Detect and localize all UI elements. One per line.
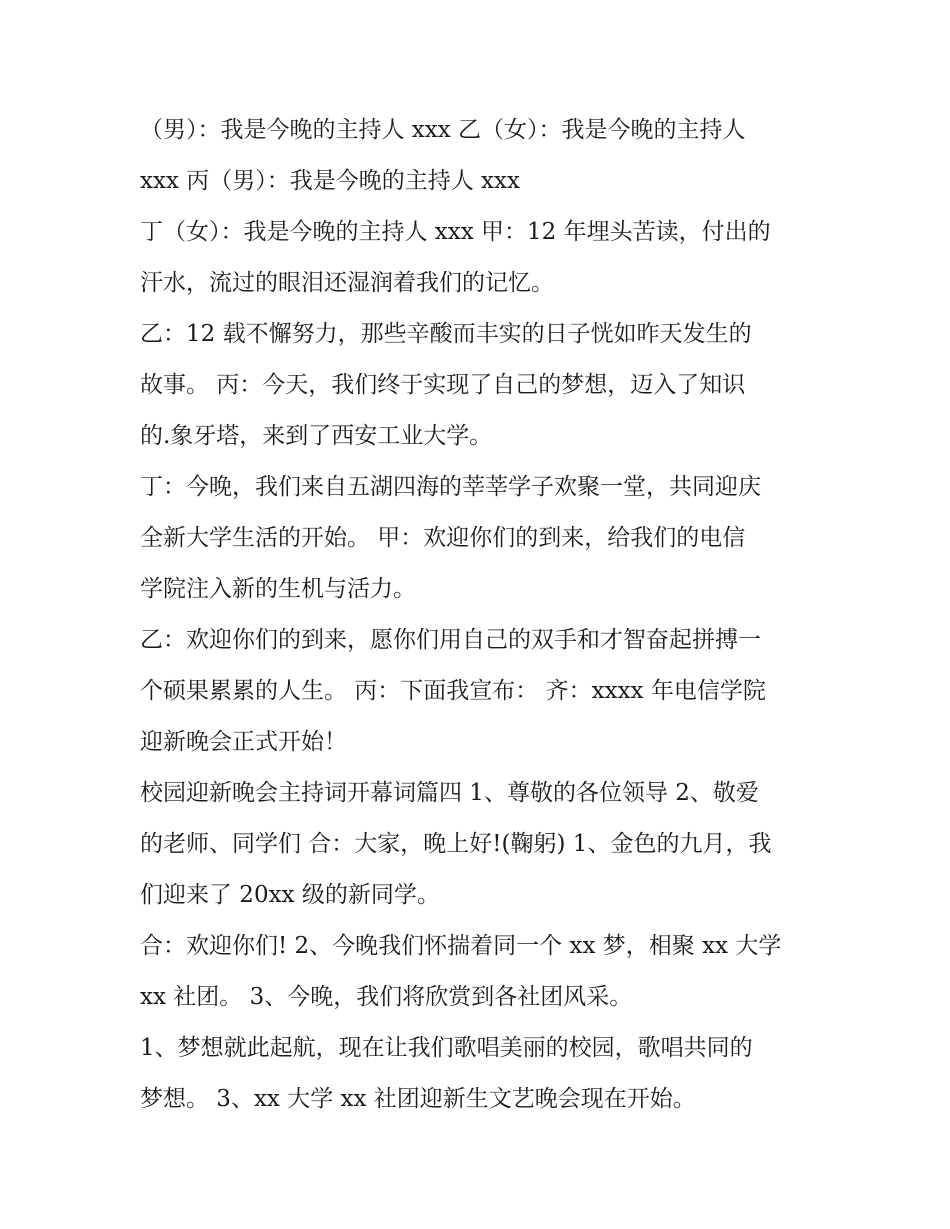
text-line: 的.象牙塔，来到了西安工业大学。	[140, 423, 493, 449]
text-line: 个硕果累累的人生。 丙：下面我宣布： 齐：xxxx 年电信学院	[140, 678, 766, 704]
text-line: 学院注入新的生机与活力。	[140, 576, 416, 602]
text-line: 迎新晚会正式开始！	[140, 729, 347, 755]
text-line: 丁（女）：我是今晚的主持人 xxx 甲：12 年埋头苦读，付出的	[140, 219, 771, 245]
text-line: 1、梦想就此起航，现在让我们歌唱美丽的校园，歌唱共同的	[140, 1035, 753, 1061]
text-line: 乙：欢迎你们的到来，愿你们用自己的双手和才智奋起拼搏一	[140, 627, 761, 653]
text-line: 的老师、同学们 合：大家，晚上好!(鞠躬) 1、金色的九月，我	[140, 831, 772, 857]
text-line: 汗水，流过的眼泪还湿润着我们的记忆。	[140, 270, 554, 296]
text-line: 丁：今晚，我们来自五湖四海的莘莘学子欢聚一堂，共同迎庆	[140, 474, 761, 500]
document-body	[140, 105, 820, 1125]
text-line: 们迎来了 20xx 级的新同学。	[140, 882, 440, 908]
text-line: 校园迎新晚会主持词开幕词篇四 1、尊敬的各位领导 2、敬爱	[140, 780, 759, 806]
text-line: xxx 丙（男）：我是今晚的主持人 xxx	[140, 168, 520, 194]
text-line: 全新大学生活的开始。 甲：欢迎你们的到来，给我们的电信	[140, 525, 746, 551]
text-line: （男）：我是今晚的主持人 xxx 乙（女）：我是今晚的主持人	[140, 117, 746, 143]
text-line: 合：欢迎你们! 2、今晚我们怀揣着同一个 xx 梦，相聚 xx 大学	[140, 933, 782, 959]
text-line: 故事。 丙：今天，我们终于实现了自己的梦想，迈入了知识	[140, 372, 746, 398]
text-line: xx 社团。 3、今晚，我们将欣赏到各社团风采。	[140, 984, 633, 1010]
text-line: 乙：12 载不懈努力，那些辛酸而丰实的日子恍如昨天发生的	[140, 321, 752, 347]
text-line: 梦想。 3、xx 大学 xx 社团迎新生文艺晚会现在开始。	[140, 1086, 696, 1112]
